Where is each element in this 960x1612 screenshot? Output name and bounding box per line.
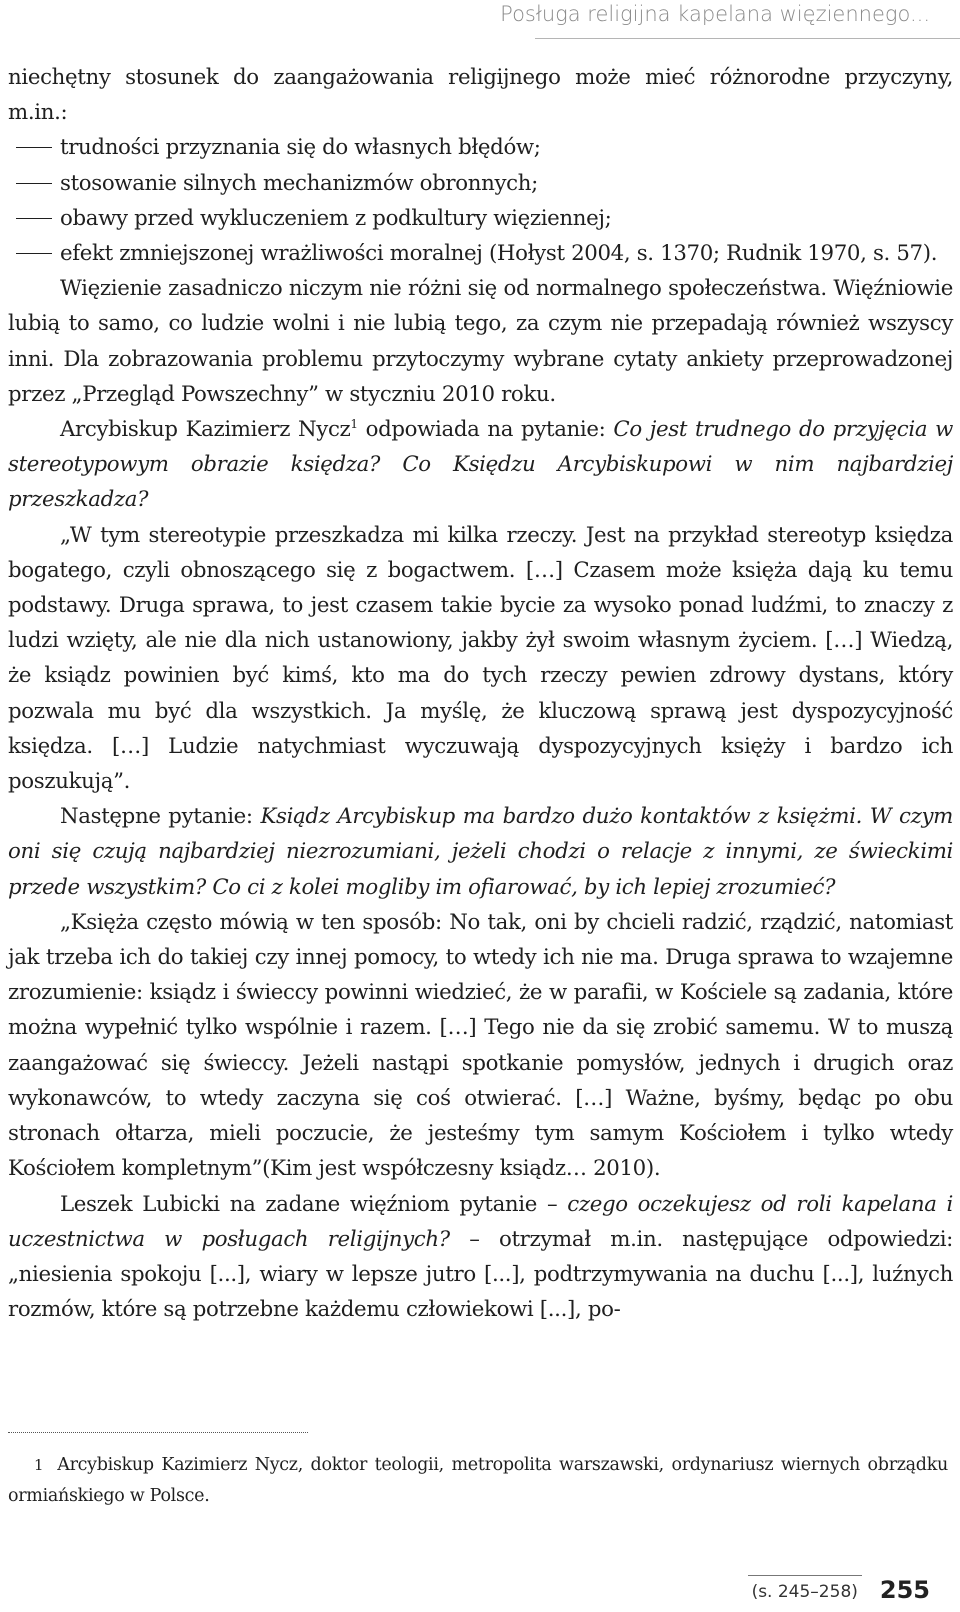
intro-paragraph: niechętny stosunek do zaangażowania religijnego może mieć różnorodne przyczyny, m.in.: [8,65,953,126]
page-range: (s. 245–258) [748,1575,862,1604]
list-item: obawy przed wykluczeniem z podkultury więziennej; [8,201,953,236]
footnote-separator [8,1432,308,1433]
paragraph-lubicki: Leszek Lubicki na zadane więźniom pytanie – czego oczekujesz od roli kapelana i uczestnictwa w posługach religijnych? – otrzymał m.in. następujące odpowiedzi: „niesienia spokoju [...], wiary w lepsze jutro [...], podtrzymywania na duchu [...], luźnych rozmów, które są potrzebne każdemu człowiekowi [...], po- [8,1191,953,1323]
paragraph-next-question: Następne pytanie: Ksiądz Arcybiskup ma bardzo dużo kontaktów z księżmi. W czym oni się czują najbardziej niezrozumiani, jeżeli chodzi o relacje z innymi, ze świeckimi przede wszystkim? Co ci z kolei mogliby im ofiarować, by ich lepiej zrozumieć? [8,804,954,900]
footnote [8,1450,948,1512]
footnote-text: Arcybiskup Kazimierz Nycz, doktor teologii, metropolita warszawski, ordynariusz wiernych obrządku ormiańskiego w Polsce. [8,1455,948,1506]
quote-priests: „Księża często mówią w ten sposób: No tak, oni by chcieli radzić, rządzić, natomiast jak trzeba ich do takiej czy innej pomocy, to wtedy ich nie ma. Druga sprawa to wzajemne zrozumienie: ksiądz i świeccy powinni wiedzieć, że w parafii, w Kościele są zadania, które można wypełnić tylko wspólnie i razem. […] Tego nie da się zrobić samemu. W to muszą zaangażować się świeccy. Jeżeli nastąpi spotkanie pomysłów, jednych i drugich oraz wykonawców, to wtedy zaczyna się coś otwierać. […] Ważne, byśmy, będąc po obu stronach ołtarza, mieli poczucie, że jesteśmy tym samym Kościołem i tylko wtedy Kościołem kompletnym”(Kim jest współczesny ksiądz… 2010). [8,909,953,1182]
reasons-list [8,130,953,271]
main-text [8,60,953,1327]
list-item: efekt zmniejszonej wrażliwości moralnej (Hołyst 2004, s. 1370; Rudnik 1970, s. 57). [8,236,953,271]
page-footer [748,1568,930,1604]
list-item: stosowanie silnych mechanizmów obronnych; [8,166,953,201]
page-number: 255 [879,1576,930,1604]
dash-bullet [16,218,52,219]
dash-bullet [16,253,52,254]
running-header: Posługa religijna kapelana więziennego... [500,2,930,26]
dash-bullet [16,183,52,184]
paragraph-nycz-question: Arcybiskup Kazimierz Nycz$^1$ odpowiada na pytanie: Co jest trudnego do przyjęcia w stereotypowym obrazie księdza? Co Księdzu Arcybiskupowi w nim najbardziej przeszkadza? [8,417,953,513]
quote-stereotype: „W tym stereotypie przeszkadza mi kilka rzeczy. Jest na przykład stereotyp księdza bogatego, czyli obnoszącego się z bogactwem. […] Czasem może księża dają ku temu podstawy. Druga sprawa, to jest czasem takie bycie za wysoko ponad ludźmi, to znaczy z ludzi wzięty, ale nie dla nich ustanowiony, jakby żył swoim własnym życiem. […] Wiedzą, że ksiądz powinien być kimś, kto ma do tych rzeczy pewien zdrowy dystans, który pozwala mu być dla wszystkich. Ja myślę, że kluczową sprawą jest dyspozycyjność księdza. […] Ludzie natychmiast wyczuwają dyspozycyjnych księży i bardzo ich poszukują”. [8,522,953,795]
dash-bullet [16,147,52,148]
footnote-reference[interactable]: 1 [350,417,358,432]
header-rule [535,38,960,39]
paragraph-prison-society: Więzienie zasadniczo niczym nie różni się od normalnego społeczeństwa. Więźniowie lubią to samo, co ludzie wolni i nie lubią tego, za czym nie przepadają również wszyscy inni. Dla zobrazowania problemu przytoczymy wybrane cytaty ankiety przeprowadzonej przez „Przegląd Powszechny” w styczniu 2010 roku. [8,276,953,407]
footnote-number: 1 [34,1456,44,1474]
list-item: trudności przyznania się do własnych błędów; [8,130,953,165]
